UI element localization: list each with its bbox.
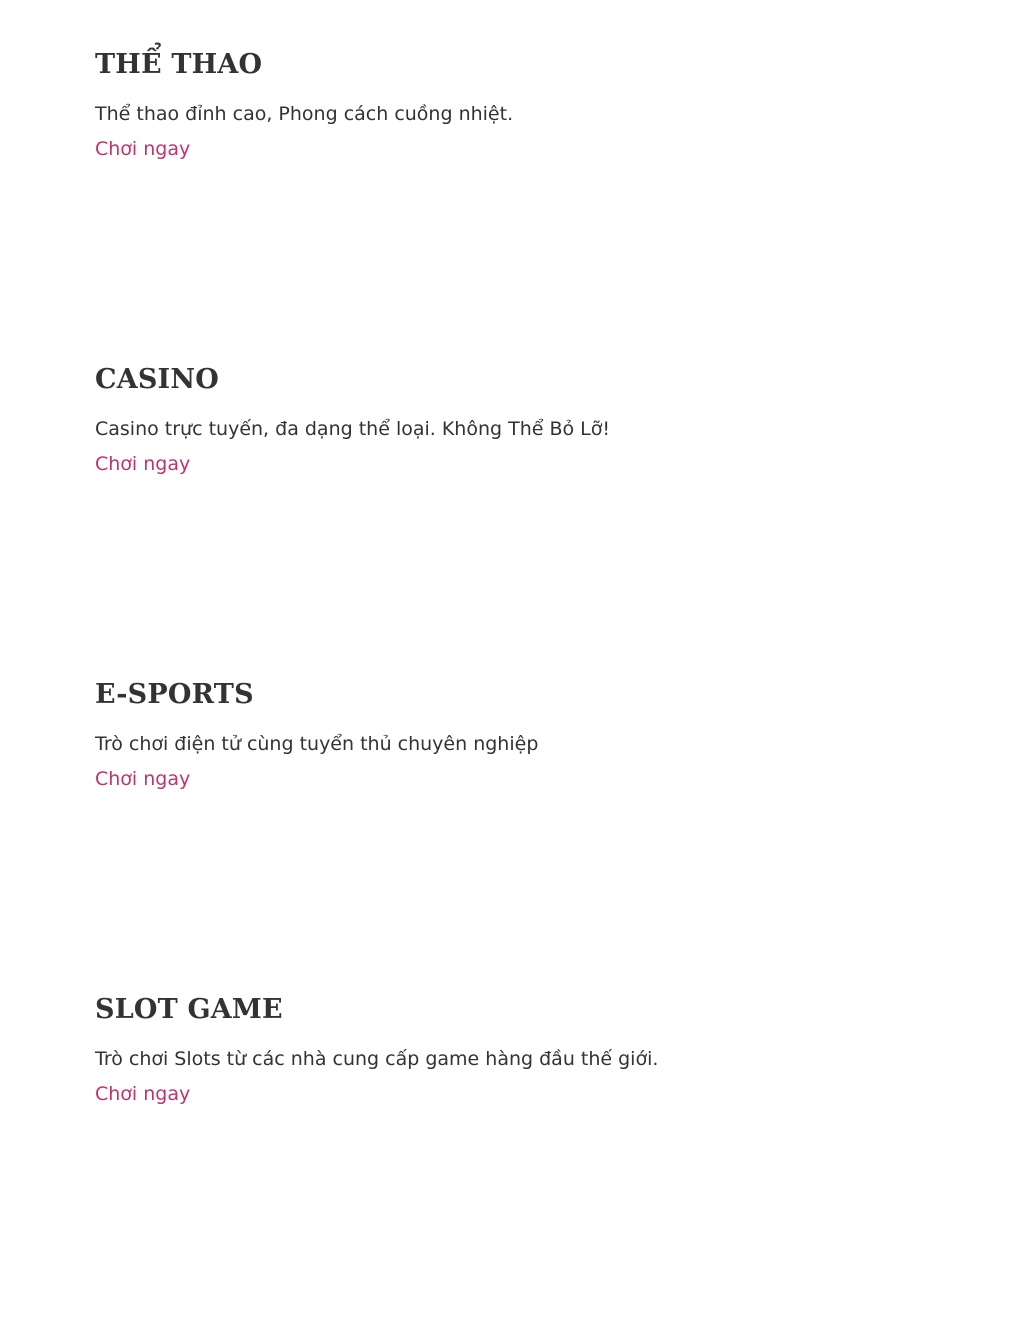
section-description: Trò chơi điện tử cùng tuyển thủ chuyên nghiệp — [95, 733, 539, 755]
section-title: E-SPORTS — [95, 679, 254, 710]
section-slot-game — [95, 992, 935, 1107]
section-description: Casino trực tuyến, đa dạng thể loại. Không Thể Bỏ Lỡ! — [95, 418, 611, 440]
play-now-link[interactable]: Chơi ngay — [95, 138, 191, 160]
section-description: Thể thao đỉnh cao, Phong cách cuồng nhiệt. — [95, 103, 514, 125]
play-now-link[interactable]: Chơi ngay — [95, 1083, 191, 1105]
play-now-link[interactable]: Chơi ngay — [95, 453, 191, 475]
section-title: THỂ THAO — [95, 49, 263, 80]
section-title: SLOT GAME — [95, 994, 283, 1025]
section-casino — [95, 362, 935, 477]
play-now-link[interactable]: Chơi ngay — [95, 768, 191, 790]
section-title: CASINO — [95, 364, 219, 395]
section-description: Trò chơi Slots từ các nhà cung cấp game hàng đầu thế giới. — [95, 1048, 659, 1070]
section-the-thao — [95, 47, 935, 162]
section-e-sports — [95, 677, 935, 792]
